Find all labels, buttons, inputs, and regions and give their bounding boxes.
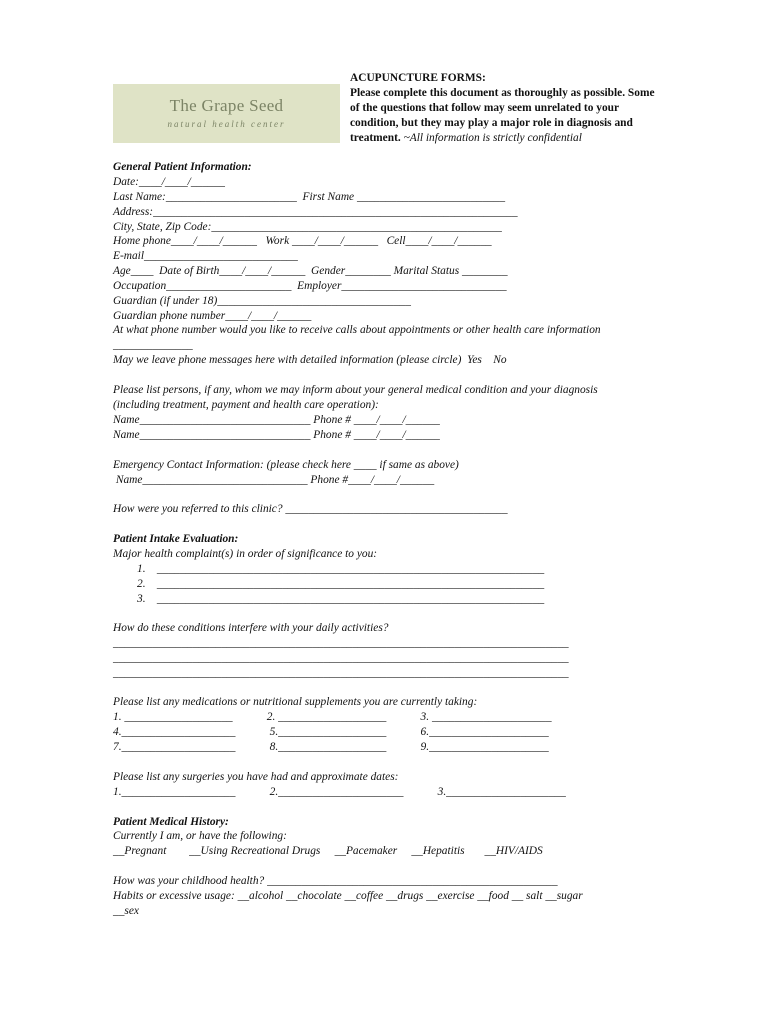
email-field[interactable]: E-mail___________________________ [113, 250, 298, 262]
complaints-label: Major health complaint(s) in order of significance to you: [113, 548, 378, 560]
conditions-checklist[interactable]: __Pregnant __Using Recreational Drugs __Pacemaker __Hepatitis __HIV/AIDS [113, 845, 543, 857]
date-field[interactable]: Date:____/____/______ [113, 176, 225, 188]
medications-row-1[interactable]: 1. ___________________ 2. ___________________ 3. _____________________ [113, 711, 552, 723]
emergency-contact-field[interactable]: Name_____________________________ Phone #____/____/______ [113, 474, 435, 486]
inform-person-1-field[interactable]: Name______________________________ Phone # ____/____/______ [113, 414, 440, 426]
interference-line-3[interactable]: ________________________________________________________________________________ [113, 667, 569, 679]
referral-field[interactable]: How were you referred to this clinic? _______________________________________ [113, 503, 508, 515]
complaint-3-field[interactable]: 3. ____________________________________________________________________ [137, 593, 545, 605]
medications-row-2[interactable]: 4.____________________ 5.___________________ 6._____________________ [113, 726, 549, 738]
interference-line-2[interactable]: ________________________________________________________________________________ [113, 652, 569, 664]
inform-person-2-field[interactable]: Name______________________________ Phone # ____/____/______ [113, 429, 440, 441]
medications-label: Please list any medications or nutritional supplements you are currently taking: [113, 696, 478, 708]
interference-line-1[interactable]: ________________________________________________________________________________ [113, 637, 569, 649]
interference-question: How do these conditions interfere with your daily activities? [113, 622, 389, 634]
inform-persons-question: Please list persons, if any, whom we may inform about your general medical condition and your diagnosis [113, 384, 598, 396]
guardian-phone-field[interactable]: Guardian phone number____/____/______ [113, 310, 312, 322]
form-title: ACUPUNCTURE FORMS: [350, 72, 486, 84]
section-medical-history: Patient Medical History: [113, 816, 229, 828]
conditions-label: Currently I am, or have the following: [113, 830, 287, 842]
surgeries-label: Please list any surgeries you have had and approximate dates: [113, 771, 399, 783]
confidential-note: ~All information is strictly confidential [403, 132, 582, 144]
form-header [350, 71, 660, 146]
preferred-phone-question: At what phone number would you like to receive calls about appointments or other health care information [113, 324, 601, 336]
emergency-contact-label[interactable]: Emergency Contact Information: (please check here ____ if same as above) [113, 459, 459, 471]
complaint-1-field[interactable]: 1. ____________________________________________________________________ [137, 563, 545, 575]
habits-checklist-cont[interactable]: __sex [113, 905, 139, 917]
guardian-field[interactable]: Guardian (if under 18)__________________________________ [113, 295, 411, 307]
city-state-zip-field[interactable]: City, State, Zip Code:___________________________________________________ [113, 221, 502, 233]
logo-tagline: natural health center [167, 119, 286, 129]
childhood-health-field[interactable]: How was your childhood health? ___________________________________________________ [113, 875, 558, 887]
medications-row-3[interactable]: 7.____________________ 8.___________________ 9._____________________ [113, 741, 549, 753]
complaint-2-field[interactable]: 2. ____________________________________________________________________ [137, 578, 545, 590]
phone-fields[interactable]: Home phone____/____/______ Work ____/____/______ Cell____/____/______ [113, 235, 492, 247]
age-dob-gender-fields[interactable]: Age____ Date of Birth____/____/______ Gender________ Marital Status ________ [113, 265, 508, 277]
section-intake-evaluation: Patient Intake Evaluation: [113, 533, 239, 545]
clinic-logo [113, 84, 340, 143]
habits-checklist[interactable]: Habits or excessive usage: __alcohol __chocolate __coffee __drugs __exercise __food __ salt __sugar [113, 890, 583, 902]
name-fields[interactable]: Last Name:_______________________ First Name __________________________ [113, 191, 506, 203]
leave-messages-question[interactable]: May we leave phone messages here with detailed information (please circle) Yes No [113, 354, 507, 366]
inform-persons-question-cont: (including treatment, payment and health care operation): [113, 399, 379, 411]
form-intro: Please complete this document as thoroughly as possible. Some of the questions that follow may seem unrelated to your condition, but they may play a major role in diagnosis and treatment. [350, 87, 655, 144]
surgeries-row[interactable]: 1.____________________ 2.______________________ 3._____________________ [113, 786, 566, 798]
address-field[interactable]: Address:________________________________________________________________ [113, 206, 518, 218]
logo-name: The Grape Seed [169, 96, 284, 115]
section-general-info: General Patient Information: [113, 161, 252, 173]
preferred-phone-field[interactable]: ______________ [113, 339, 193, 351]
occupation-employer-fields[interactable]: Occupation______________________ Employer_____________________________ [113, 280, 507, 292]
